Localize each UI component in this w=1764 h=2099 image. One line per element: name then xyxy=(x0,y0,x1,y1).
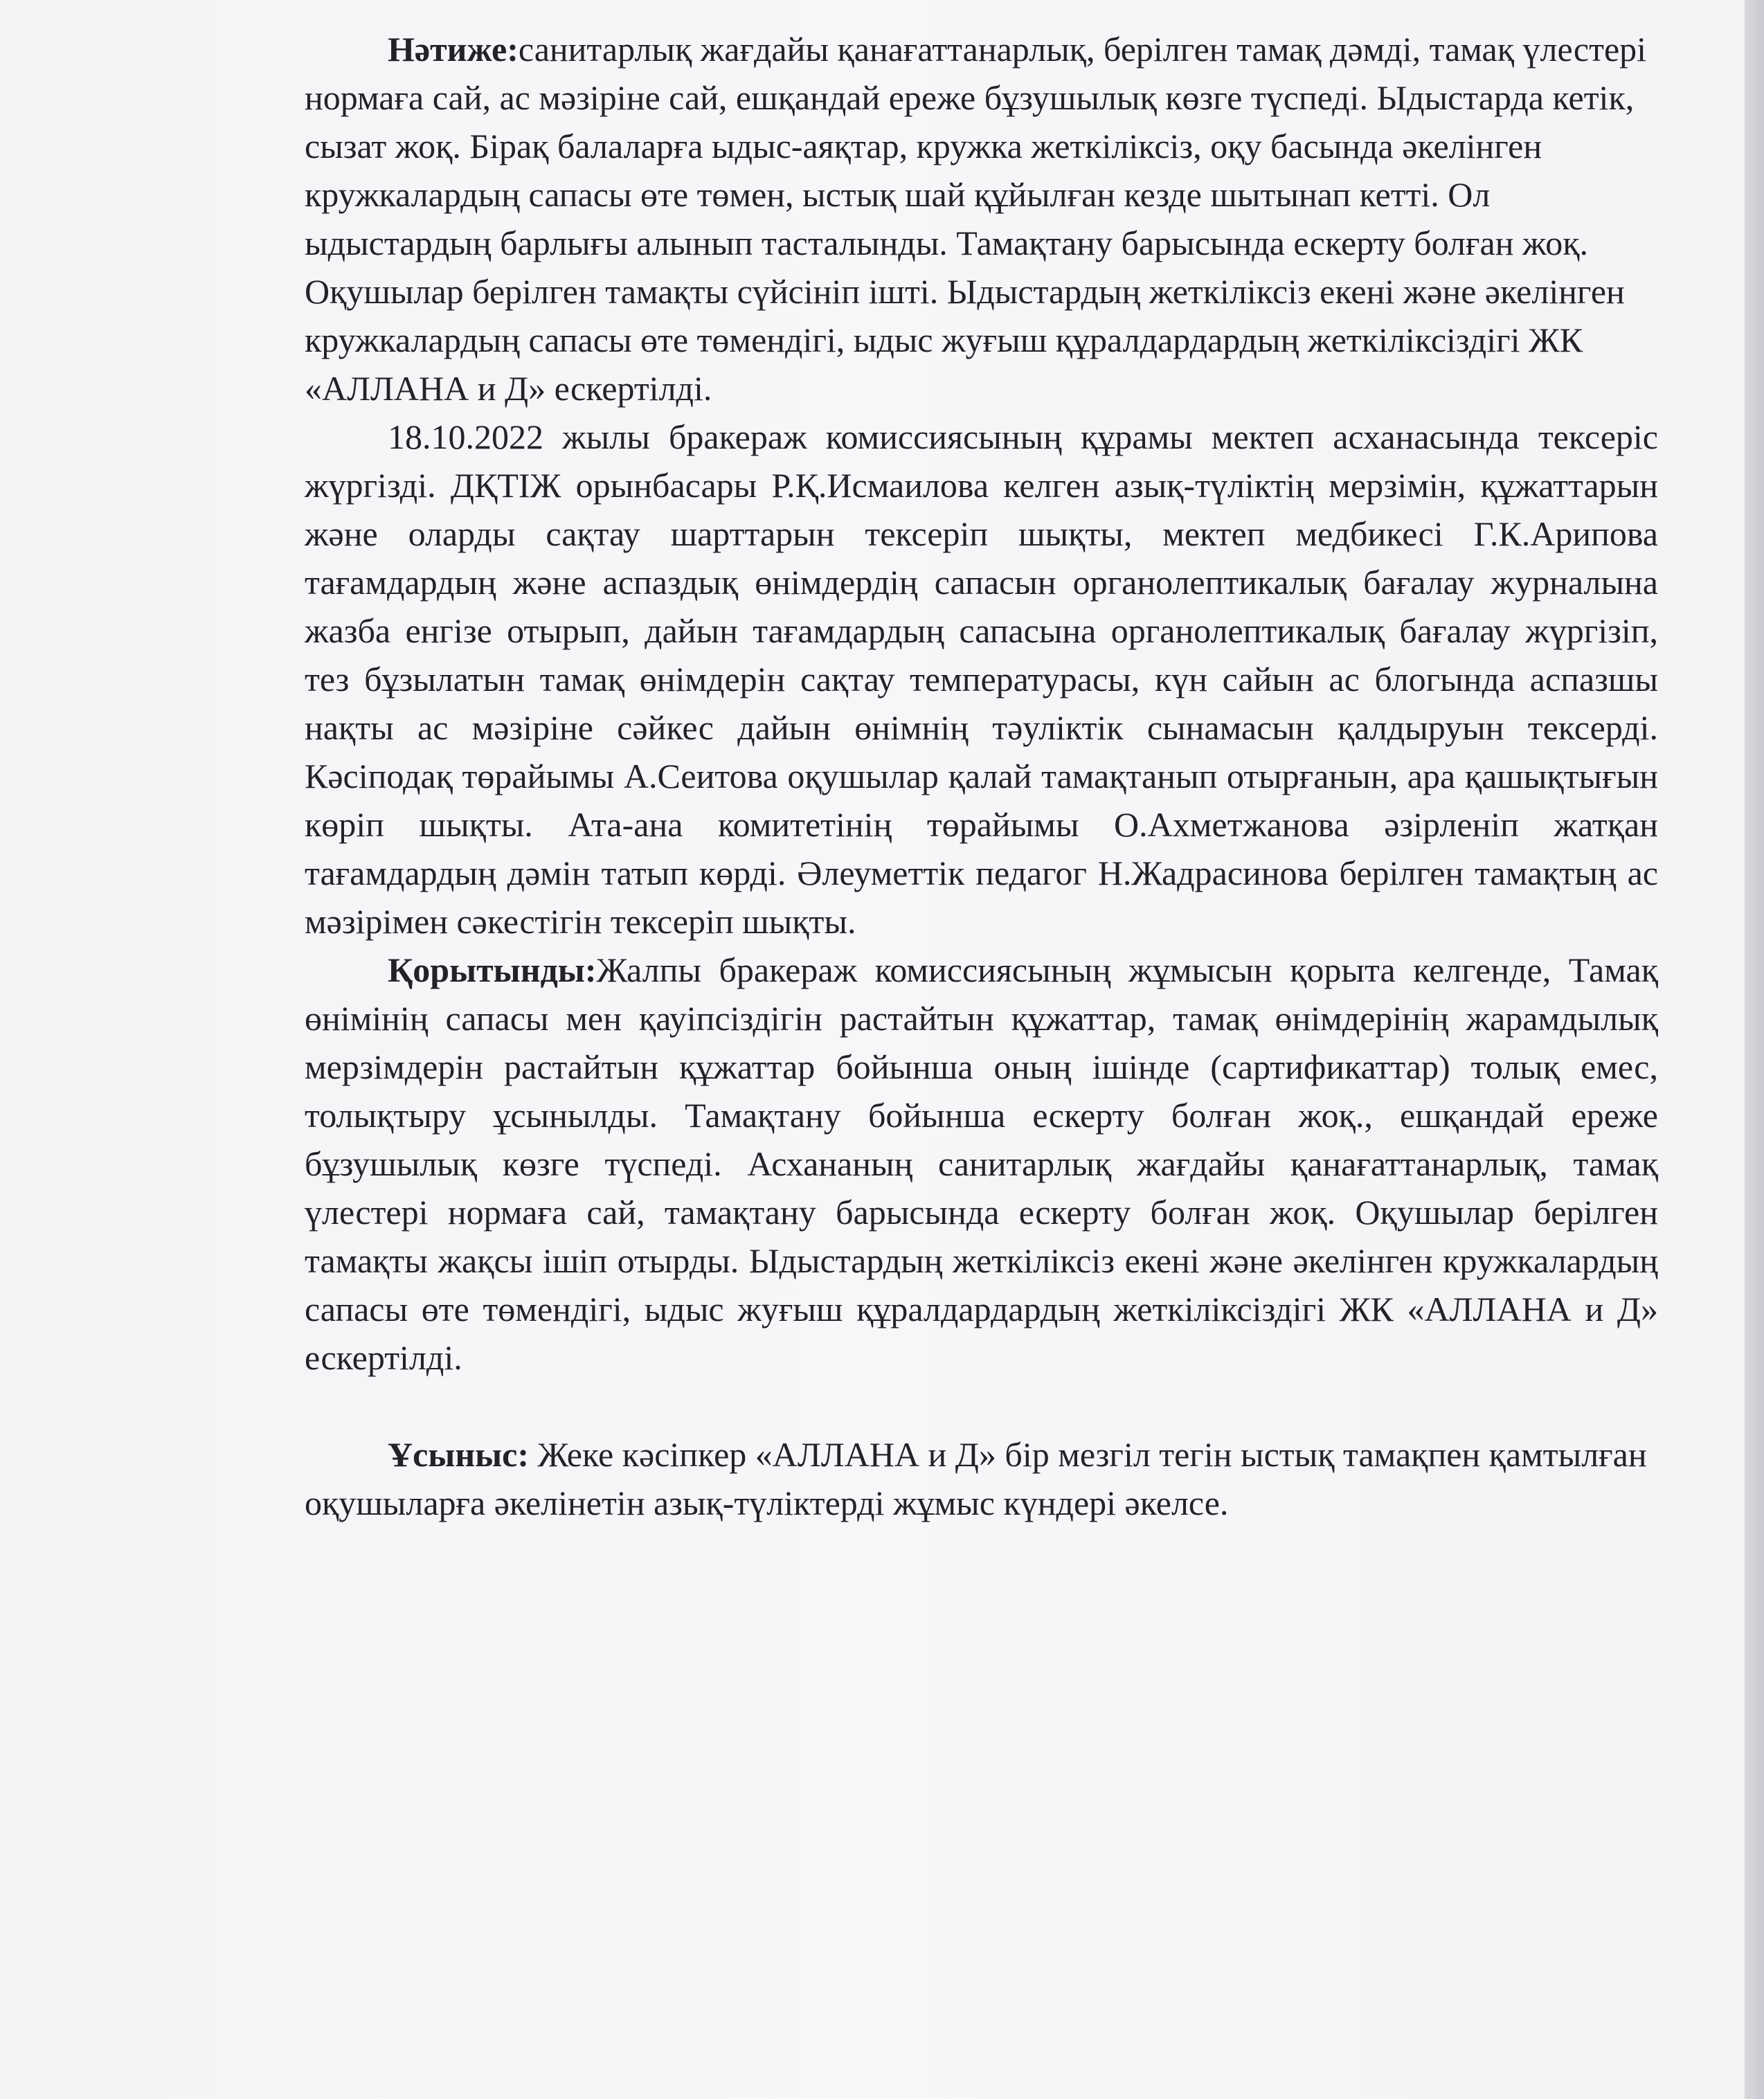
conclusion-paragraph xyxy=(305,946,1658,1382)
inspection-paragraph xyxy=(305,413,1658,946)
proposal-text: Жеке кәсіпкер «АЛЛАНА и Д» бір мезгіл тегін ыстық тамақпен қамтылған оқушыларға әкелінетін азық-түліктерді жұмыс күндері әкелсе. xyxy=(305,1435,1647,1522)
inspection-text: 18.10.2022 жылы бракераж комиссиясының құрамы мектеп асханасында тексеріс жүргізді. ДҚТІЖ орынбасары Р.Қ.Исмаилова келген азық-түліктің мерзімін, құжаттарын және оларды сақтау шарттарын тексеріп шықты, мектеп медбикесі Г.К.Арипова тағамдардың және аспаздық өнімдердің сапасын органолептикалық бағалау журналына жазба енгізе отырып, дайын тағамдардың сапасына органолептикалық бағалау жүргізіп, тез бұзылатын тамақ өнімдерін сақтау температурасы, күн сайын ас блогында аспазшы нақты ас мәзіріне сәйкес дайын өнімнің тәуліктік сынамасын қалдыруын тексерді. Кәсіподақ төрайымы А.Сеитова оқушылар қалай тамақтанып отырғанын, ара қашықтығын көріп шықты. Ата-ана комитетінің төрайымы О.Ахметжанова әзірленіп жатқан тағамдардың дәмін татып көрді. Әлеуметтік педагог Н.Жадрасинова берілген тамақтың ас мәзірімен сәкестігін тексеріп шықты. xyxy=(305,417,1658,941)
proposal-heading: Ұсыныс: xyxy=(388,1435,530,1474)
page-edge-shadow xyxy=(1745,0,1764,2099)
result-heading: Нәтиже: xyxy=(388,30,519,69)
result-text: санитарлық жағдайы қанағаттанарлық, берілген тамақ дәмді, тамақ үлестері нормаға сай, ас мәзіріне сай, ешқандай ереже бұзушылық көзге түспеді. Ыдыстарда кетік, сызат жоқ. Бірақ балаларға ыдыс-аяқтар, кружка жеткіліксіз, оқу басында әкелінген кружкалардың сапасы өте төмен, ыстық шай құйылған кезде шытынап кетті. Ол ыдыстардың барлығы алынып тасталынды. Тамақтану барысында ескерту болған жоқ. Оқушылар берілген тамақты сүйсініп ішті. Ыдыстардың жеткіліксіз екені және әкелінген кружкалардың сапасы өте төмендігі, ыдыс жуғыш құралдардардың жеткіліксіздігі ЖК «АЛЛАНА и Д» ескертілді. xyxy=(305,30,1647,408)
result-paragraph xyxy=(305,25,1658,413)
conclusion-heading: Қорытынды: xyxy=(388,951,597,989)
document-body xyxy=(305,25,1658,1527)
proposal-paragraph xyxy=(305,1430,1658,1527)
conclusion-text: Жалпы бракераж комиссиясының жұмысын қорыта келгенде, Тамақ өнімінің сапасы мен қауіпсіздігін растайтын құжаттар, тамақ өнімдерінің жарамдылық мерзімдерін растайтын құжаттар бойынша оның ішінде (сартификаттар) толық емес, толықтыру ұсынылды. Тамақтану бойынша ескерту болған жоқ., ешқандай ереже бұзушылық көзге түспеді. Асхананың санитарлық жағдайы қанағаттанарлық, тамақ үлестері нормаға сай, тамақтану барысында ескерту болған жоқ. Оқушылар берілген тамақты жақсы ішіп отырды. Ыдыстардың жеткіліксіз екені және әкелінген кружкалардың сапасы өте төмендігі, ыдыс жуғыш құралдардардың жеткіліксіздігі ЖК «АЛЛАНА и Д» ескертілді. xyxy=(305,951,1658,1377)
